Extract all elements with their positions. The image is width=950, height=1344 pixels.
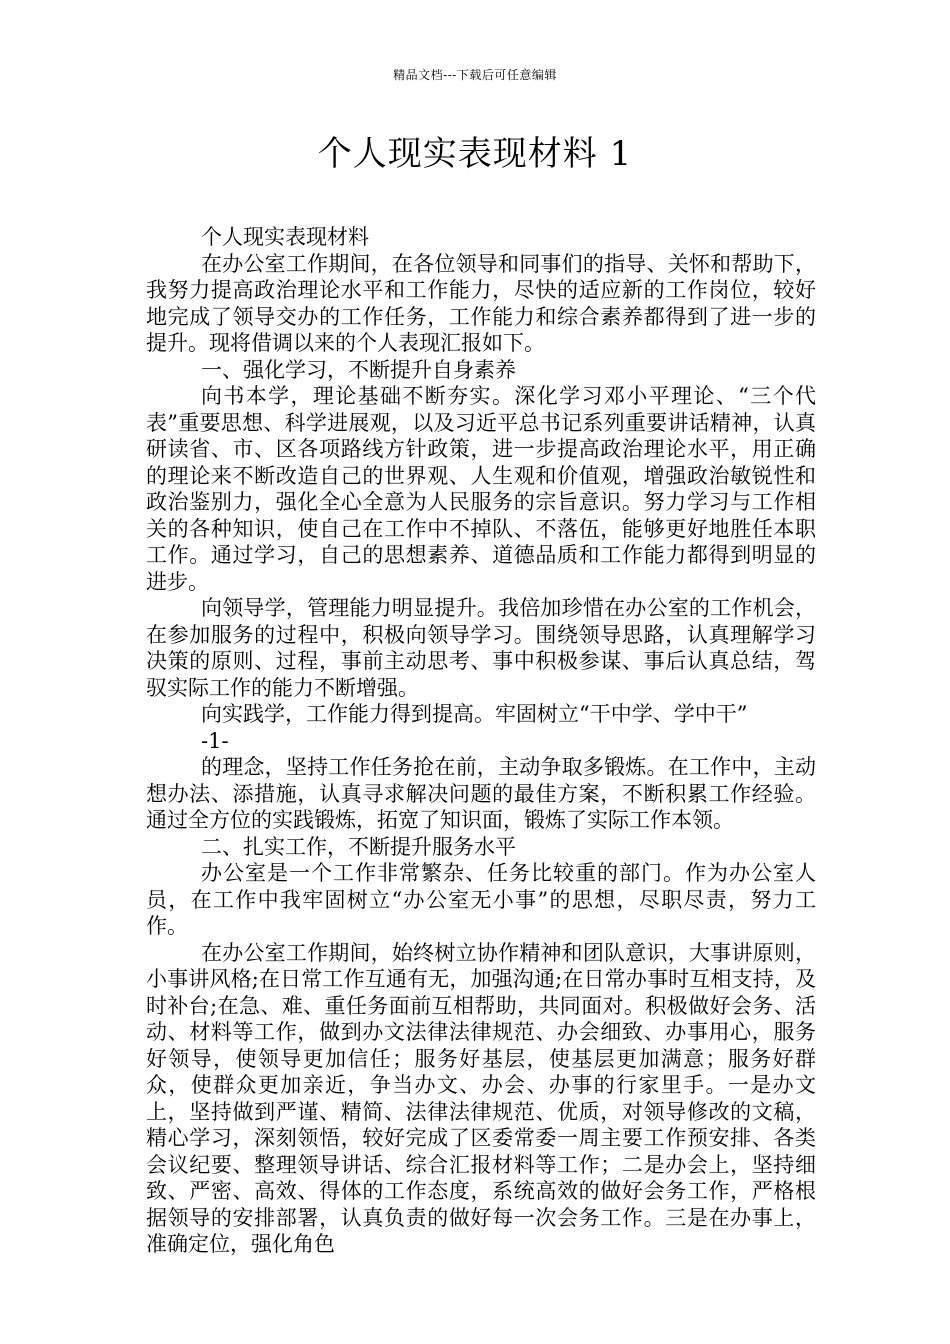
section-heading-1: 一、强化学习，不断提升自身素养 (201, 357, 516, 382)
paragraph-intro: 在办公室工作期间，在各位领导和同事们的指导、关怀和帮助下，我努力提高政治理论水平和工作能力，尽快的适应新的工作岗位，较好地完成了领导交办的工作任务，工作能力和综合素养都得到了进一步的提升。现将借调以来的个人表现汇报如下。 (146, 251, 816, 355)
paragraph-practice-cont: 的理念，坚持工作任务抢在前，主动争取多锻炼。在工作中，主动想办法、添措施，认真寻求解决问题的最佳方案，不断积累工作经验。通过全方位的实践锻炼，拓宽了知识面，锻炼了实际工作本领。 (146, 755, 816, 832)
paragraph-office: 办公室是一个工作非常繁杂、任务比较重的部门。作为办公室人员，在工作中我牢固树立“办公室无小事”的思想，尽职尽责，努力工作。 (146, 861, 816, 938)
paragraph-books: 向书本学，理论基础不断夯实。深化学习邓小平理论、“三个代表”重要思想、科学进展观，以及习近平总书记系列重要讲话精神，认真研读省、市、区各项路线方针政策，进一步提高政治理论水平，用正确的理论来不断改造自己的世界观、人生观和价值观，增强政治敏锐性和政治鉴别力，强化全心全意为人民服务的宗旨意识。努力学习与工作相关的各种知识，使自己在工作中不掉队、不落伍，能够更好地胜任本职工作。通过学习，自己的思想素养、道德品质和工作能力都得到明显的进步。 (146, 384, 816, 594)
document-body (146, 224, 816, 1258)
page-number: -1- (201, 728, 229, 753)
paragraph-practice: 向实践学，工作能力得到提高。牢固树立“干中学、学中干” (201, 702, 748, 726)
document-title: 个人现实表现材料 1 (317, 134, 633, 174)
section-heading-2: 二、扎实工作，不断提升服务水平 (201, 834, 516, 859)
paragraph-heading: 个人现实表现材料 (201, 225, 369, 249)
paragraph-leaders: 向领导学，管理能力明显提升。我倍加珍惜在办公室的工作机会，在参加服务的过程中，积极向领导学习。围绕领导思路，认真理解学习决策的原则、过程，事前主动思考、事中积极参谋、事后认真总结，驾驭实际工作的能力不断增强。 (146, 596, 816, 700)
paragraph-teamwork: 在办公室工作期间，始终树立协作精神和团队意识，大事讲原则，小事讲风格;在日常工作互通有无，加强沟通;在日常办事时互相支持，及时补台;在急、难、重任务面前互相帮助，共同面对。积极做好会务、活动、材料等工作，做到办文法律法律规范、办会细致、办事用心，服务好领导，使领导更加信任；服务好基层，使基层更加满意；服务好群众，使群众更加亲近，争当办文、办会、办事的行家里手。一是办文上，坚持做到严谨、精简、法律法律规范、优质，对领导修改的文稿，精心学习，深刻领悟，较好完成了区委常委一周主要工作预安排、各类会议纪要、整理领导讲话、综合汇报材料等工作；二是办会上，坚持细致、严密、高效、得体的工作态度，系统高效的做好会务工作，严格根据领导的安排部署，认真负责的做好每一次会务工作。三是在办事上，准确定位，强化角色 (146, 940, 816, 1256)
header-note: 精品文档---下载后可任意编辑 (393, 68, 557, 82)
